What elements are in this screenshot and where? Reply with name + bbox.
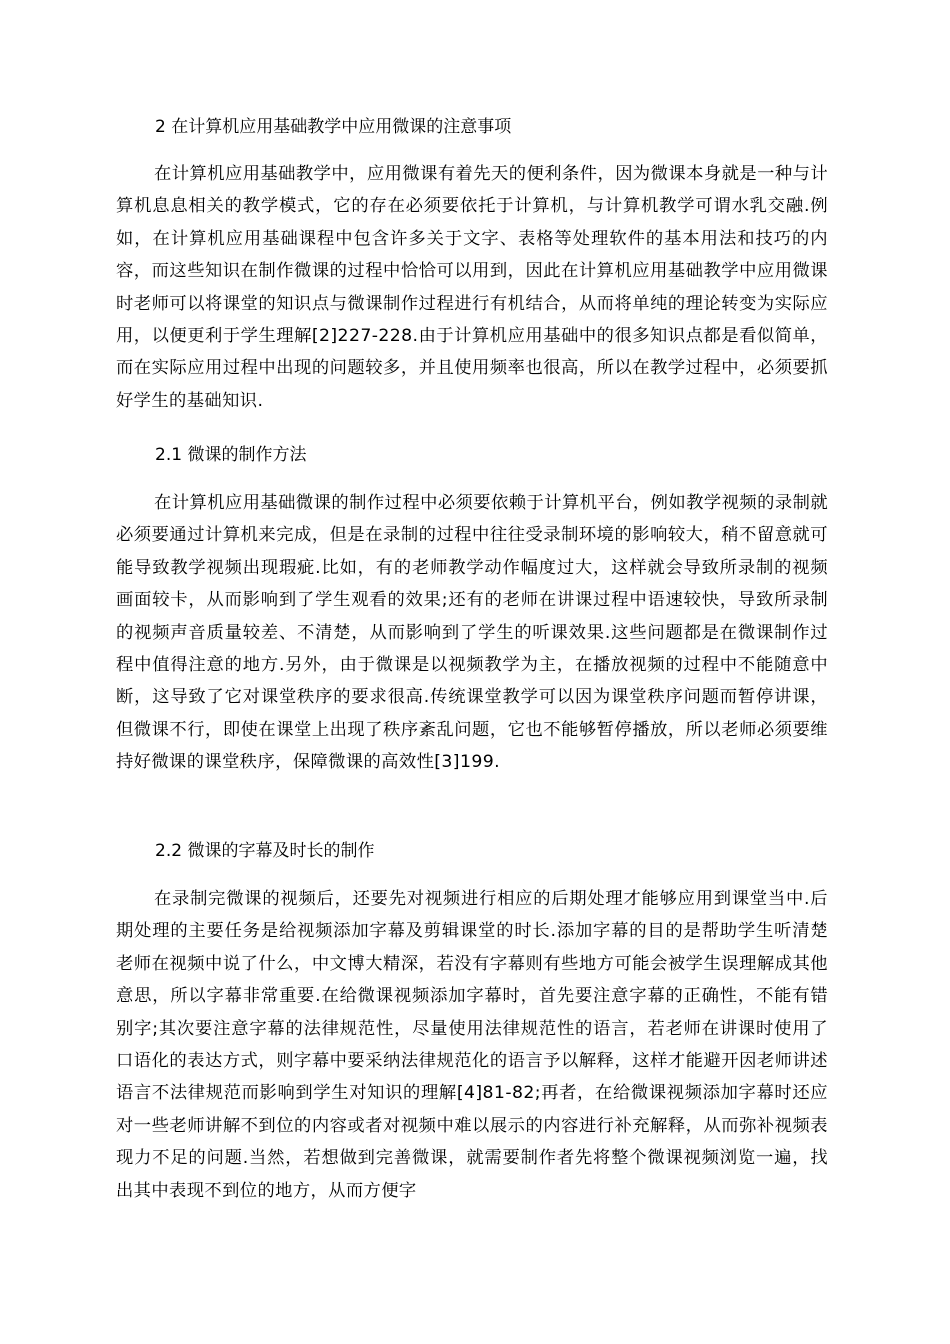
section-heading-2: 2 在计算机应用基础教学中应用微课的注意事项 bbox=[155, 117, 512, 137]
section-paragraph-2-2: 在录制完微课的视频后，还要先对视频进行相应的后期处理才能够应用到课堂当中.后期处理的主要任务是给视频添加字幕及剪辑课堂的时长.添加字幕的目的是帮助学生听清楚老师在视频中说了什么，中文博大精深，若没有字幕则有些地方可能会被学生误理解成其他意思，所以字幕非常重要.在给微课视频添加字幕时，首先要注意字幕的正确性，不能有错别字;其次要注意字幕的法律规范性，尽量使用法律规范性的语言，若老师在讲课时使用了口语化的表达方式，则字幕中要采纳法律规范化的语言予以解释，这样才能避开因老师讲述语言不法律规范而影响到学生对知识的理解[4]81-82;再者，在给微课视频添加字幕时还应对一些老师讲解不到位的内容或者对视频中难以展示的内容进行补充解释，从而弥补视频表现力不足的问题.当然，若想做到完善微课，就需要制作者先将整个微课视频浏览一遍，找出其中表现不到位的地方，从而方便字 bbox=[116, 889, 828, 1201]
section-paragraph-2-1: 在计算机应用基础微课的制作过程中必须要依赖于计算机平台，例如教学视频的录制就必须要通过计算机来完成，但是在录制的过程中往往受录制环境的影响较大，稍不留意就可能导致教学视频出现瑕疵.比如，有的老师教学动作幅度过大，这样就会导致所录制的视频画面较卡，从而影响到了学生观看的效果;还有的老师在讲课过程中语速较快，导致所录制的视频声音质量较差、不清楚，从而影响到了学生的听课效果.这些问题都是在微课制作过程中值得注意的地方.另外，由于微课是以视频教学为主，在播放视频的过程中不能随意中断，这导致了它对课堂秩序的要求很高.传统课堂教学可以因为课堂秩序问题而暂停讲课，但微课不行，即使在课堂上出现了秩序紊乱问题，它也不能够暂停播放，所以老师必须要维持好微课的课堂秩序，保障微课的高效性[3]199. bbox=[116, 493, 828, 773]
section-paragraph-2: 在计算机应用基础教学中，应用微课有着先天的便利条件，因为微课本身就是一种与计算机息息相关的教学模式，它的存在必须要依托于计算机，与计算机教学可谓水乳交融.例如，在计算机应用基础课程中包含许多关于文字、表格等处理软件的基本用法和技巧的内容，而这些知识在制作微课的过程中恰恰可以用到，因此在计算机应用基础教学中应用微课时老师可以将课堂的知识点与微课制作过程进行有机结合，从而将单纯的理论转变为实际应用，以便更利于学生理解[2]227-228.由于计算机应用基础中的很多知识点都是看似简单，而在实际应用过程中出现的问题较多，并且使用频率也很高，所以在教学过程中，必须要抓好学生的基础知识. bbox=[116, 164, 828, 411]
section-heading-2-2: 2.2 微课的字幕及时长的制作 bbox=[155, 841, 375, 861]
section-heading-2-1: 2.1 微课的制作方法 bbox=[155, 445, 307, 465]
